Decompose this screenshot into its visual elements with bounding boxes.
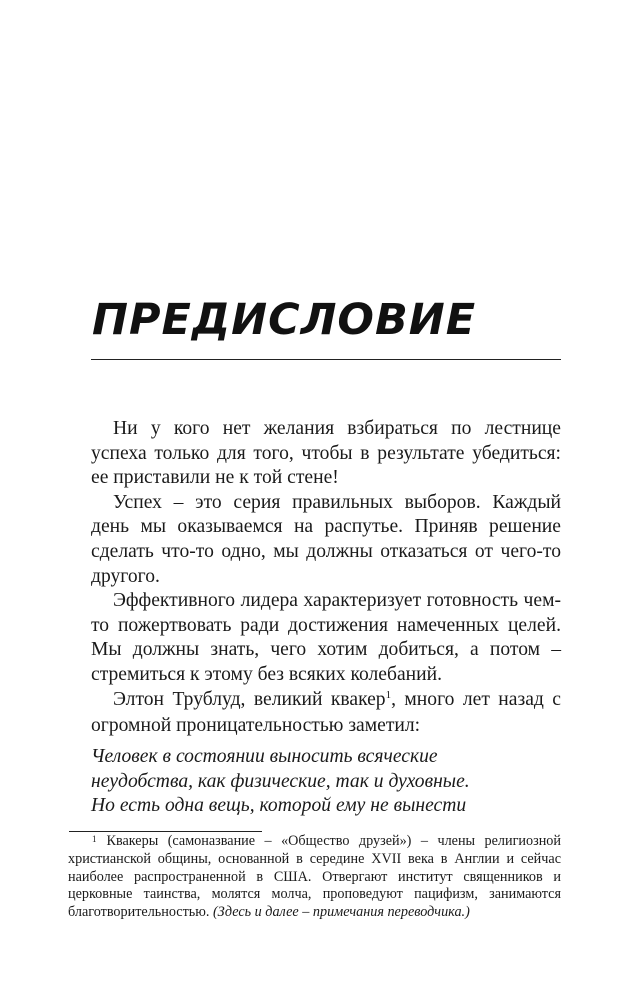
quotation <box>91 745 561 819</box>
quote-line: Но есть одна вещь, которой ему не вынести <box>91 795 467 816</box>
paragraph-text-start: Элтон Трублуд, великий квакер <box>113 688 386 710</box>
footnote-translator-note: (Здесь и далее – примечания переводчика.) <box>212 903 470 920</box>
footnote <box>68 833 561 921</box>
paragraph: Эффективного лидера характеризует готовность чем-то пожертвовать ради достижения намеченных целей. Мы должны знать, чего хотим добиться, а потом – стремиться к этому без всяких колебаний. <box>91 590 561 685</box>
paragraph: Ни у кого нет желания взбираться по лестнице успеха только для того, чтобы в результате убедиться: ее приставили не к той стене! <box>91 418 561 489</box>
quote-line: неудобства, как физические, так и духовные. <box>91 770 470 792</box>
chapter-title: ПРЕДИСЛОВИЕ <box>92 295 477 345</box>
footnote-separator <box>69 831 262 832</box>
body-text <box>91 417 561 739</box>
footnote-reference[interactable]: 1 <box>385 688 392 701</box>
footnote-text: Квакеры (самоназвание – «Общество друзей») – члены религиозной христианской общины, основанной в середине XVII века в Англии и сейчас наиболее распространенной в США. Отвергают институт священников и церковные таинства, молятся молча, проповедуют пацифизм, занимаются благотворительностью. <box>68 833 561 920</box>
footnote-body <box>68 833 561 921</box>
footnote-number: 1 <box>92 834 97 844</box>
title-underline <box>91 359 561 360</box>
paragraph-text-end: , много лет назад с огромной проницательностью заметил: <box>91 688 561 737</box>
paragraph-with-footnote <box>91 688 561 739</box>
paragraph: Успех – это серия правильных выборов. Каждый день мы оказываемся на распутье. Приняв решение сделать что-то одно, мы должны отказаться от чего-то другого. <box>91 491 561 587</box>
quote-line: Человек в состоянии выносить всяческие <box>91 746 438 767</box>
